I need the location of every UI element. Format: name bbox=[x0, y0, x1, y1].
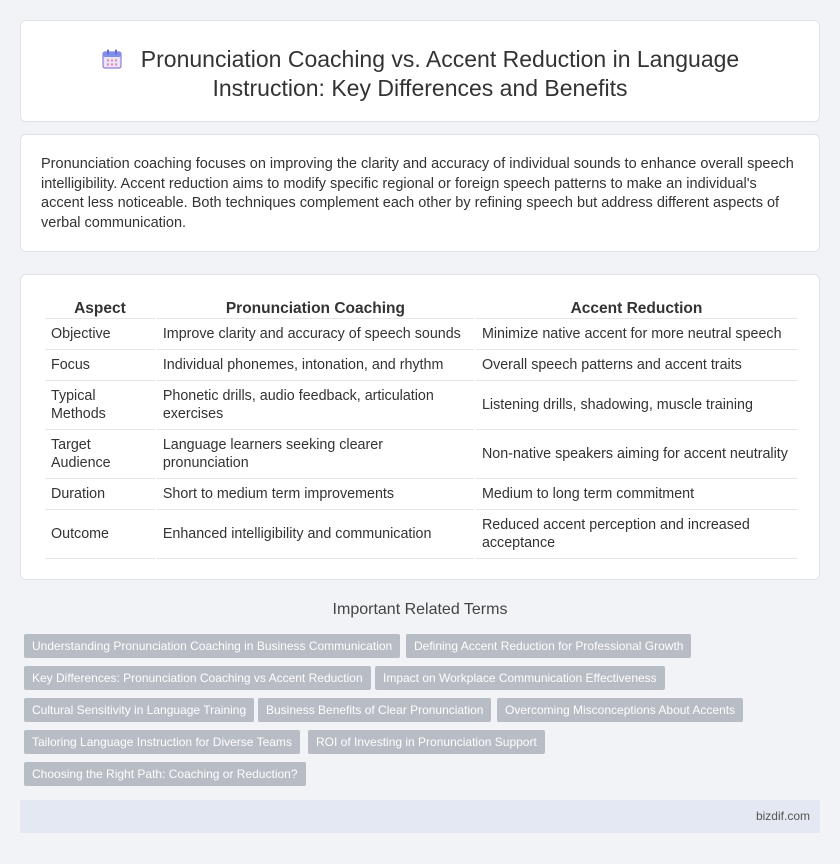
header-aspect: Aspect bbox=[45, 295, 155, 319]
table-row bbox=[45, 430, 797, 479]
header-pronunciation-coaching: Pronunciation Coaching bbox=[157, 295, 474, 319]
cell-accent: Overall speech patterns and accent traits bbox=[476, 350, 797, 381]
table-row bbox=[45, 319, 797, 350]
footer-site-name[interactable]: bizdif.com bbox=[755, 809, 810, 823]
comparison-card bbox=[20, 274, 820, 580]
cell-accent: Listening drills, shadowing, muscle training bbox=[476, 381, 797, 430]
intro-card bbox=[20, 134, 820, 252]
cell-aspect: Focus bbox=[45, 350, 155, 381]
related-term-link[interactable]: Impact on Workplace Communication Effectiveness bbox=[375, 666, 665, 690]
related-term-link[interactable]: ROI of Investing in Pronunciation Support bbox=[308, 730, 545, 754]
table-row bbox=[45, 479, 797, 510]
page-title bbox=[21, 45, 819, 103]
related-term-link[interactable]: Business Benefits of Clear Pronunciation bbox=[258, 698, 491, 722]
table-header-row bbox=[45, 295, 797, 319]
cell-accent: Medium to long term commitment bbox=[476, 479, 797, 510]
related-terms-heading: Important Related Terms bbox=[332, 601, 508, 618]
related-term-link[interactable]: Key Differences: Pronunciation Coaching vs Accent Reduction bbox=[24, 666, 371, 690]
cell-aspect: Duration bbox=[45, 479, 155, 510]
table-row bbox=[45, 381, 797, 430]
related-term-link[interactable]: Tailoring Language Instruction for Diverse Teams bbox=[24, 730, 300, 754]
calendar-icon bbox=[101, 48, 123, 70]
related-term-link[interactable]: Defining Accent Reduction for Professional Growth bbox=[406, 634, 691, 658]
table-row bbox=[45, 350, 797, 381]
related-term-link[interactable]: Overcoming Misconceptions About Accents bbox=[497, 698, 743, 722]
header-accent-reduction: Accent Reduction bbox=[476, 295, 797, 319]
cell-accent: Non-native speakers aiming for accent neutrality bbox=[476, 430, 797, 479]
title-line-2: Instruction: Key Differences and Benefits bbox=[212, 75, 628, 101]
footer-bar bbox=[20, 800, 820, 833]
related-term-link[interactable]: Understanding Pronunciation Coaching in Business Communication bbox=[24, 634, 400, 658]
cell-accent: Reduced accent perception and increased acceptance bbox=[476, 510, 797, 559]
title-line-1: Pronunciation Coaching vs. Accent Reduction in Language bbox=[140, 46, 740, 72]
cell-pronunciation: Individual phonemes, intonation, and rhythm bbox=[157, 350, 474, 381]
related-term-link[interactable]: Choosing the Right Path: Coaching or Reduction? bbox=[24, 762, 306, 786]
cell-pronunciation: Phonetic drills, audio feedback, articulation exercises bbox=[157, 381, 474, 430]
cell-aspect: Target Audience bbox=[45, 430, 155, 479]
cell-aspect: Typical Methods bbox=[45, 381, 155, 430]
cell-accent: Minimize native accent for more neutral speech bbox=[476, 319, 797, 350]
cell-pronunciation: Short to medium term improvements bbox=[157, 479, 474, 510]
comparison-table bbox=[43, 295, 799, 559]
intro-paragraph: Pronunciation coaching focuses on improving the clarity and accuracy of individual sounds to enhance overall speech intelligibility. Accent reduction aims to modify specific regional or foreign speech patterns to make an individual's accent less noticeable. Both techniques complement each other by refining speech but address different aspects of verbal communication. bbox=[41, 156, 794, 231]
cell-aspect: Outcome bbox=[45, 510, 155, 559]
cell-pronunciation: Enhanced intelligibility and communication bbox=[157, 510, 474, 559]
title-card bbox=[20, 20, 820, 122]
related-term-link[interactable]: Cultural Sensitivity in Language Training bbox=[24, 698, 254, 722]
cell-pronunciation: Improve clarity and accuracy of speech sounds bbox=[157, 319, 474, 350]
cell-pronunciation: Language learners seeking clearer pronunciation bbox=[157, 430, 474, 479]
table-row bbox=[45, 510, 797, 559]
cell-aspect: Objective bbox=[45, 319, 155, 350]
